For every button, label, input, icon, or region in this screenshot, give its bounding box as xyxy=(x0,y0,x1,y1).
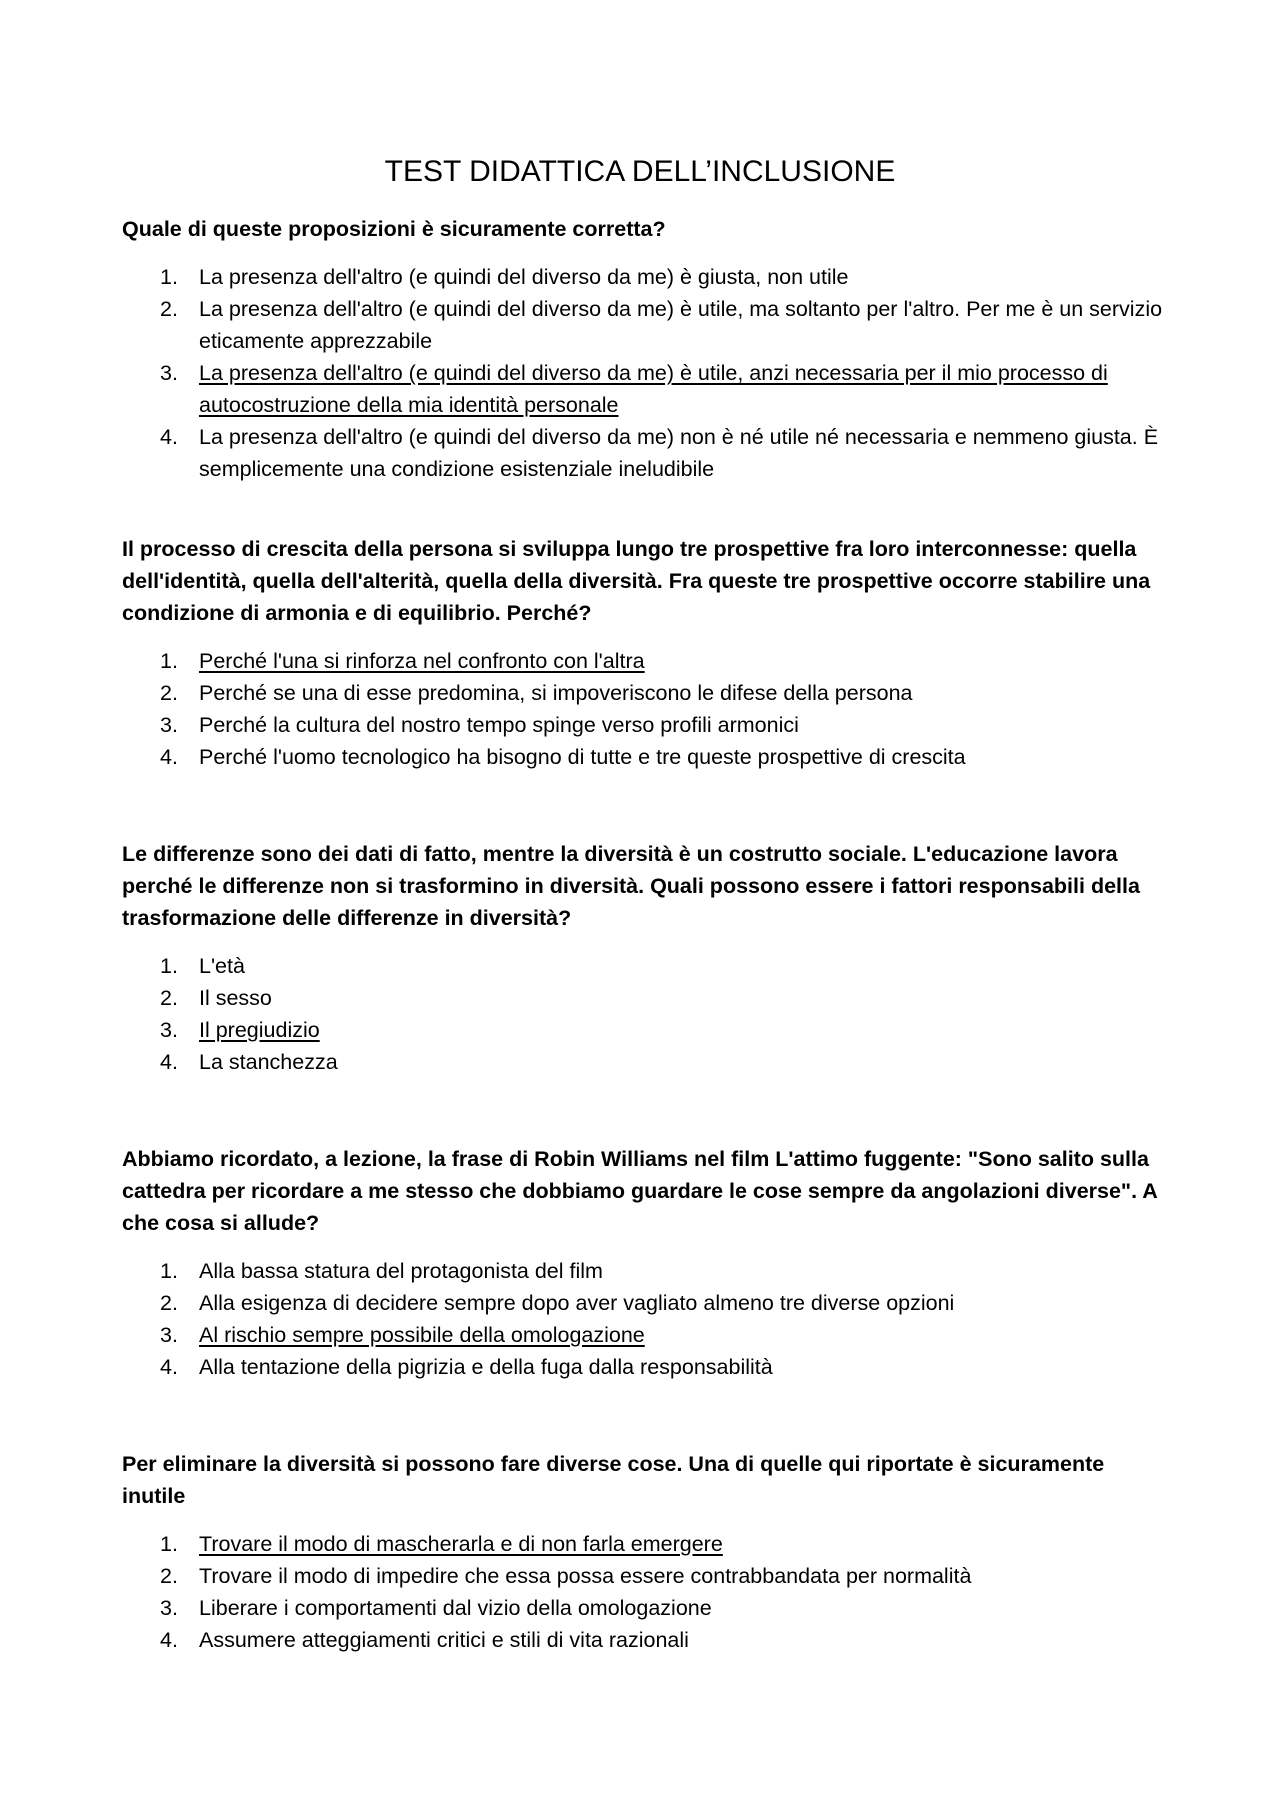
answer-number: 2. xyxy=(160,297,178,321)
answer-number: 1. xyxy=(160,1532,178,1556)
answer-number: 4. xyxy=(160,745,178,769)
question-text: Le differenze sono dei dati di fatto, mentre la diversità è un costrutto sociale. L'educazione lavora perché le differenze non si trasformino in diversità. Quali possono essere i fattori responsabili della trasformazione delle differenze in diversità? xyxy=(122,842,1140,930)
answer-item xyxy=(122,677,1172,709)
answer-text-correct: La presenza dell'altro (e quindi del diverso da me) è utile, anzi necessaria per il mio processo di autocostruzione della mia identità personale xyxy=(199,361,1108,417)
answer-number: 3. xyxy=(160,1323,178,1347)
answer-item xyxy=(122,1351,1172,1383)
answer-text: La presenza dell'altro (e quindi del diverso da me) è giusta, non utile xyxy=(199,265,849,289)
answer-text: Alla tentazione della pigrizia e della fuga dalla responsabilità xyxy=(199,1355,773,1379)
answer-text: La presenza dell'altro (e quindi del diverso da me) è utile, ma soltanto per l'altro. Per me è un servizio eticamente apprezzabile xyxy=(199,297,1163,353)
answer-item xyxy=(122,1624,1172,1656)
answer-text: La stanchezza xyxy=(199,1050,338,1074)
answer-list xyxy=(122,645,1172,773)
answer-text-correct: Il pregiudizio xyxy=(199,1018,320,1042)
answer-item-correct xyxy=(122,1319,1172,1351)
answer-text-correct: Perché l'una si rinforza nel confronto con l'altra xyxy=(199,649,645,673)
answer-number: 1. xyxy=(160,954,178,978)
answer-text: Perché se una di esse predomina, si impoveriscono le difese della persona xyxy=(199,681,913,705)
answer-item xyxy=(122,293,1172,357)
answer-list xyxy=(122,950,1172,1078)
answer-text: L'età xyxy=(199,954,245,978)
answer-item xyxy=(122,709,1172,741)
answer-item xyxy=(122,982,1172,1014)
question-text: Per eliminare la diversità si possono fare diverse cose. Una di quelle qui riportate è sicuramente inutile xyxy=(122,1452,1105,1508)
answer-number: 4. xyxy=(160,1628,178,1652)
answer-number: 2. xyxy=(160,1564,178,1588)
answer-item-correct xyxy=(122,357,1172,421)
answer-number: 1. xyxy=(160,1259,178,1283)
answer-item xyxy=(122,741,1172,773)
answer-item xyxy=(122,1560,1172,1592)
answer-item-correct xyxy=(122,1014,1172,1046)
answer-list xyxy=(122,1528,1172,1656)
answer-list xyxy=(122,1255,1172,1383)
answer-text: Il sesso xyxy=(199,986,272,1010)
answer-number: 3. xyxy=(160,1596,178,1620)
question-text: Quale di queste proposizioni è sicuramente corretta? xyxy=(122,217,666,241)
page-title: TEST DIDATTICA DELL’INCLUSIONE xyxy=(384,155,896,188)
question-2 xyxy=(122,533,1172,773)
answer-item xyxy=(122,950,1172,982)
answer-text-correct: Al rischio sempre possibile della omologazione xyxy=(199,1323,645,1347)
answer-number: 3. xyxy=(160,713,178,737)
answer-text: Trovare il modo di impedire che essa possa essere contrabbandata per normalità xyxy=(199,1564,972,1588)
question-4 xyxy=(122,1143,1172,1383)
answer-number: 2. xyxy=(160,986,178,1010)
answer-number: 4. xyxy=(160,1355,178,1379)
answer-text: Perché l'uomo tecnologico ha bisogno di tutte e tre queste prospettive di crescita xyxy=(199,745,966,769)
answer-item xyxy=(122,1287,1172,1319)
question-3 xyxy=(122,838,1172,1078)
question-text: Abbiamo ricordato, a lezione, la frase di Robin Williams nel film L'attimo fuggente: "Sono salito sulla cattedra per ricordare a me stesso che dobbiamo guardare le cose sempre da angolazioni diverse". A che cosa si allude? xyxy=(122,1147,1158,1235)
answer-text: Liberare i comportamenti dal vizio della omologazione xyxy=(199,1596,712,1620)
answer-item xyxy=(122,421,1172,485)
answer-item xyxy=(122,1046,1172,1078)
question-1 xyxy=(122,213,1172,485)
answer-item xyxy=(122,261,1172,293)
question-text: Il processo di crescita della persona si sviluppa lungo tre prospettive fra loro interconnesse: quella dell'identità, quella dell'alterità, quella della diversità. Fra queste tre prospettive occorre stabilire una condizione di armonia e di equilibrio. Perché? xyxy=(122,537,1151,625)
answer-number: 4. xyxy=(160,1050,178,1074)
answer-text-correct: Trovare il modo di mascherarla e di non farla emergere xyxy=(199,1532,723,1556)
answer-item xyxy=(122,1592,1172,1624)
answer-number: 4. xyxy=(160,425,178,449)
question-5 xyxy=(122,1448,1172,1656)
answer-text: Alla esigenza di decidere sempre dopo aver vagliato almeno tre diverse opzioni xyxy=(199,1291,955,1315)
answer-item-correct xyxy=(122,645,1172,677)
answer-list xyxy=(122,261,1172,485)
answer-item xyxy=(122,1255,1172,1287)
answer-number: 2. xyxy=(160,1291,178,1315)
answer-number: 1. xyxy=(160,649,178,673)
answer-number: 3. xyxy=(160,361,178,385)
answer-text: Perché la cultura del nostro tempo spinge verso profili armonici xyxy=(199,713,799,737)
answer-number: 2. xyxy=(160,681,178,705)
answer-text: Assumere atteggiamenti critici e stili di vita razionali xyxy=(199,1628,689,1652)
answer-number: 3. xyxy=(160,1018,178,1042)
answer-number: 1. xyxy=(160,265,178,289)
answer-item-correct xyxy=(122,1528,1172,1560)
answer-text: Alla bassa statura del protagonista del film xyxy=(199,1259,603,1283)
answer-text: La presenza dell'altro (e quindi del diverso da me) non è né utile né necessaria e nemmeno giusta. È semplicemente una condizione esistenziale ineludibile xyxy=(199,425,1159,481)
